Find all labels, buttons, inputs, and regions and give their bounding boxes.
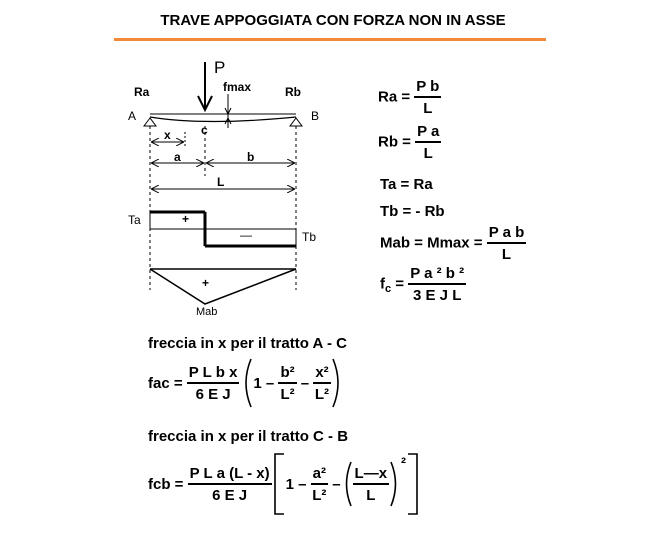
open-paren-icon bbox=[341, 460, 353, 508]
ra-label: Ra bbox=[134, 85, 150, 99]
support-a-icon bbox=[144, 118, 156, 126]
close-paren-icon bbox=[389, 460, 401, 508]
ta-label: Ta bbox=[128, 213, 141, 227]
shear-minus-label: — bbox=[240, 228, 252, 242]
formula-ra: Ra = $\frac{\text{P b}}{L}$ bbox=[378, 78, 440, 117]
shear-plus-label: + bbox=[182, 212, 190, 226]
formula-fcb: fcb = $\frac{\text{P L a (L - x)}}{\text{6 E J}}$ 1 – $\frac{\text{a²}}{\text{L²}}$ – $\frac{L—x}{L}$ ² bbox=[148, 455, 420, 513]
a-label: a bbox=[174, 150, 181, 164]
tb-label: Tb bbox=[302, 230, 317, 244]
formula-tb: Tb = - Rb bbox=[380, 203, 445, 220]
page-title: TRAVE APPOGGIATA CON FORZA NON IN ASSE bbox=[160, 12, 506, 29]
mab-label: Mab bbox=[196, 306, 218, 318]
formula-rb: Rb = $\frac{\text{P a}}{L}$ bbox=[378, 123, 440, 162]
rb-label: Rb bbox=[285, 85, 301, 99]
moment-plus-label: + bbox=[202, 276, 210, 290]
support-b-icon bbox=[290, 118, 302, 126]
fmax-label: fmax bbox=[223, 80, 252, 94]
L-label: L bbox=[217, 175, 225, 189]
open-bracket-icon bbox=[272, 452, 286, 516]
c-label: c bbox=[201, 123, 208, 137]
section1-heading: freccia in x per il tratto A - C bbox=[148, 335, 347, 352]
force-label: P bbox=[214, 58, 226, 77]
open-paren-icon bbox=[239, 357, 253, 409]
formula-mab: Mab = Mmax = $\frac{\text{P a b}}{L}$ bbox=[380, 224, 525, 263]
formula-fac: fac = $\frac{\text{P L b x}}{\text{6 E J}}$ 1 – $\frac{\text{b²}}{\text{L²}}$ – $\frac{\text{x²}}{\text{L²}}$ bbox=[148, 360, 345, 406]
section2-heading: freccia in x per il tratto C - B bbox=[148, 428, 349, 445]
shear-diagram bbox=[150, 212, 296, 246]
formula-ta: Ta = Ra bbox=[380, 176, 433, 193]
support-a-label: A bbox=[128, 109, 137, 123]
moment-diagram bbox=[150, 269, 296, 304]
b-label: b bbox=[247, 150, 255, 164]
x-label: x bbox=[164, 128, 171, 142]
beam-line bbox=[150, 117, 296, 122]
exponent-label: ² bbox=[401, 455, 407, 472]
formula-fc: $f_c$ = $\frac{\text{P a ² b ²}}{\text{3 E J L}}$ bbox=[380, 265, 465, 304]
support-b-label: B bbox=[311, 109, 320, 123]
close-paren-icon bbox=[331, 357, 345, 409]
close-bracket-icon bbox=[406, 452, 420, 516]
